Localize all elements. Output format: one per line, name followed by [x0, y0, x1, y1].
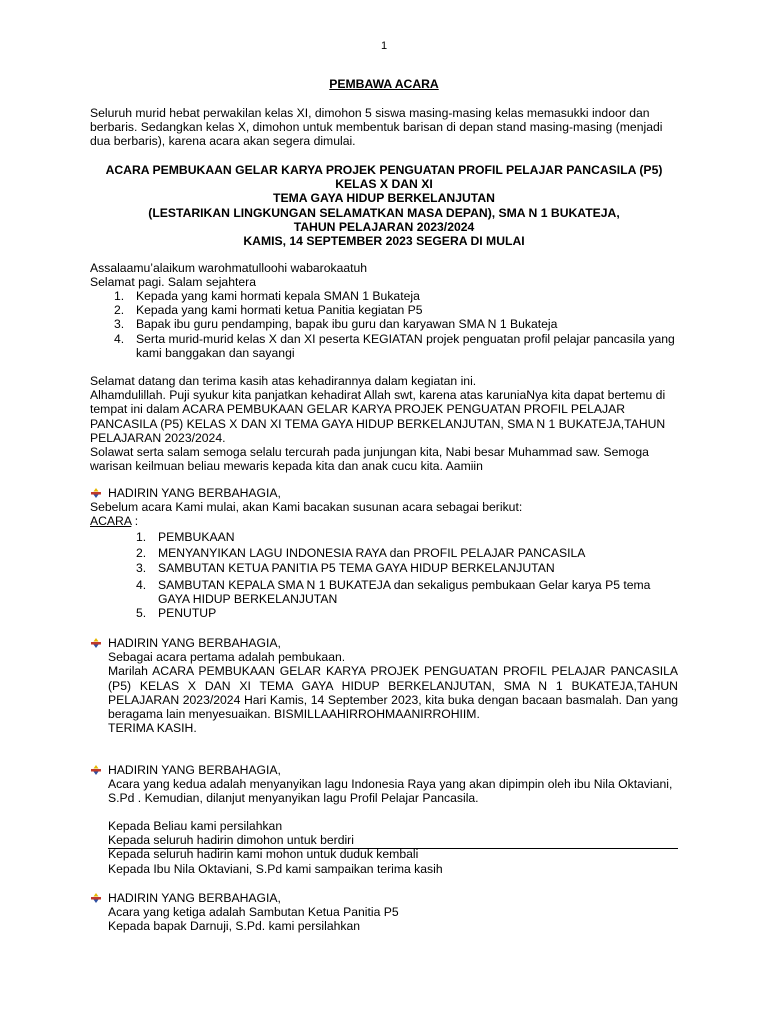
- section-3-line: Kepada Beliau kami persilahkan: [108, 819, 283, 833]
- greeting: [90, 261, 678, 289]
- list-item: [136, 561, 678, 577]
- list-number: 1.: [136, 530, 147, 544]
- list-text: PENUTUP: [158, 606, 217, 621]
- honor-list: [114, 289, 676, 360]
- list-item: [136, 577, 678, 606]
- list-number: 4.: [136, 577, 147, 592]
- list-item: [114, 331, 676, 360]
- section-4-line: Acara yang ketiga adalah Sambutan Ketua Panitia P5: [108, 905, 399, 920]
- list-item: [114, 303, 676, 318]
- list-text: PEMBUKAAN: [158, 530, 235, 544]
- section-3: [108, 763, 678, 806]
- acara-label: ACARA: [90, 514, 132, 528]
- list-number: 3.: [136, 561, 147, 576]
- section-4-heading: HADIRIN YANG BERBAHAGIA,: [108, 891, 281, 905]
- list-number: 2.: [114, 303, 125, 318]
- section-3-line: Kepada seluruh hadirin kami mohon untuk duduk kembali: [108, 847, 419, 862]
- section-3-line: Kepada Ibu Nila Oktaviani, S.Pd kami sampaikan terima kasih: [108, 861, 443, 876]
- list-text: Kepada yang kami hormati kepala SMAN 1 Bukateja: [136, 289, 420, 303]
- greeting-line: Assalaamu’alaikum warohmatulloohi wabarokaatuh: [90, 261, 368, 275]
- greeting-line: Selamat pagi. Salam sejahtera: [90, 275, 256, 290]
- section-3-line: Kepada seluruh hadirin dimohon untuk berdiri: [108, 833, 354, 848]
- heading-line: ACARA PEMBUKAAN GELAR KARYA PROJEK PENGUATAN PROFIL PELAJAR PANCASILA (P5): [105, 163, 663, 177]
- list-item: [114, 289, 676, 303]
- section-2-paragraph: Marilah ACARA PEMBUKAAN GELAR KARYA PROJEK PENGUATAN PROFIL PELAJAR PANCASILA (P5) KELAS X DAN XI TEMA GAYA HIDUP BERKELANJUTAN, SMA N 1 BUKATEJA,TAHUN PELAJARAN 2023/2024 Hari Kamis, 14 September 2023, kita buka dengan bacaan basmalah. Dan yang beragama lain menyesuaikan. BISMILLAAHIRROHMAANIRROHIIM.: [108, 664, 678, 722]
- section-2-closing: TERIMA KASIH.: [108, 721, 197, 736]
- list-item: [136, 545, 678, 562]
- list-text: Bapak ibu guru pendamping, bapak ibu guru dan karyawan SMA N 1 Bukateja: [136, 317, 558, 332]
- page-number: 1: [380, 40, 388, 52]
- acara-colon: :: [131, 514, 139, 528]
- salawat-paragraph: Solawat serta salam semoga selalu tercurah pada junjungan kita, Nabi besar Muhammad saw. Semoga warisan keilmuan beliau mewaris kepada kita dan anak cucu kita. Aamiin: [90, 445, 649, 474]
- section-4-line: Kepada bapak Darnuji, S.Pd. kami persilahkan: [108, 919, 361, 934]
- section-2-line: Sebagai acara pertama adalah pembukaan.: [108, 650, 346, 665]
- section-1-heading: HADIRIN YANG BERBAHAGIA,: [108, 486, 281, 500]
- list-text: MENYANYIKAN LAGU INDONESIA RAYA dan PROFIL PELAJAR PANCASILA: [158, 545, 586, 560]
- list-text: SAMBUTAN KETUA PANITIA P5 TEMA GAYA HIDUP BERKELANJUTAN: [158, 561, 555, 576]
- thanks-paragraph: Alhamdulillah. Puji syukur kita panjatkan kehadirat Allah swt, karena atas karuniaNya kita dapat bertemu di tempat ini dalam ACARA PEMBUKAAN GELAR KARYA PROJEK PENGUATAN PROFIL PELAJAR PANCASILA (P5) KELAS X DAN XI TEMA GAYA HIDUP BERKELANJUTAN, SMA N 1 BUKATEJA,TAHUN PELAJARAN 2023/2024.: [90, 388, 666, 445]
- section-2-heading: HADIRIN YANG BERBAHAGIA,: [108, 636, 281, 650]
- list-number: 2.: [136, 545, 147, 560]
- section-4: [108, 891, 678, 934]
- section-2: [108, 636, 678, 735]
- list-item: [136, 530, 678, 546]
- arrow-bullet-icon: [90, 637, 102, 649]
- section-3-paragraph: Acara yang kedua adalah menyanyikan lagu Indonesia Raya yang akan dipimpin oleh ibu Nila Oktaviani, S.Pd . Kemudian, dilanjut menyanyikan lagu Profil Pelajar Pancasila.: [108, 777, 673, 806]
- arrow-bullet-icon: [90, 892, 102, 904]
- list-item: [136, 606, 678, 622]
- agenda-list: [136, 530, 678, 622]
- list-text: Serta murid-murid kelas X dan XI peserta KEGIATAN projek penguatan profil pelajar pancasila yang kami banggakan dan sayangi: [136, 331, 675, 360]
- heading-line: TEMA GAYA HIDUP BERKELANJUTAN: [273, 191, 495, 206]
- heading-line: KELAS X DAN XI: [335, 177, 433, 192]
- welcome-line: Selamat datang dan terima kasih atas kehadirannya dalam kegiatan ini.: [90, 374, 477, 388]
- list-number: 3.: [114, 317, 125, 332]
- list-text: SAMBUTAN KEPALA SMA N 1 BUKATEJA dan sekaligus pembukaan Gelar karya P5 tema GAYA HIDUP BERKELANJUTAN: [158, 577, 651, 606]
- intro-paragraph: Seluruh murid hebat perwakilan kelas XI, dimohon 5 siswa masing-masing kelas memasukki indoor dan berbaris. Sedangkan kelas X, dimohon untuk membentuk barisan di depan stand masing-masing (menjadi dua berbaris), karena acara akan segera dimulai.: [90, 106, 663, 149]
- list-text: Kepada yang kami hormati ketua Panitia kegiatan P5: [136, 303, 423, 318]
- divider-line: [108, 848, 678, 849]
- section-3-heading: HADIRIN YANG BERBAHAGIA,: [108, 763, 281, 777]
- arrow-bullet-icon: [90, 764, 102, 776]
- heading-line: KAMIS, 14 SEPTEMBER 2023 SEGERA DI MULAI: [243, 234, 525, 249]
- heading-line: TAHUN PELAJARAN 2023/2024: [293, 219, 475, 234]
- acara-label-row: [90, 514, 678, 528]
- heading-line: (LESTARIKAN LINGKUNGAN SELAMATKAN MASA DEPAN), SMA N 1 BUKATEJA,: [148, 205, 620, 220]
- event-heading: [0, 163, 768, 248]
- list-number: 5.: [136, 606, 147, 621]
- arrow-bullet-icon: [90, 487, 102, 499]
- list-number: 1.: [114, 289, 125, 303]
- list-number: 4.: [114, 331, 125, 346]
- welcome-block: [90, 374, 678, 473]
- section-1-line: Sebelum acara Kami mulai, akan Kami bacakan susunan acara sebagai berikut:: [90, 500, 523, 514]
- page-title: PEMBAWA ACARA: [329, 77, 439, 91]
- list-item: [114, 317, 676, 332]
